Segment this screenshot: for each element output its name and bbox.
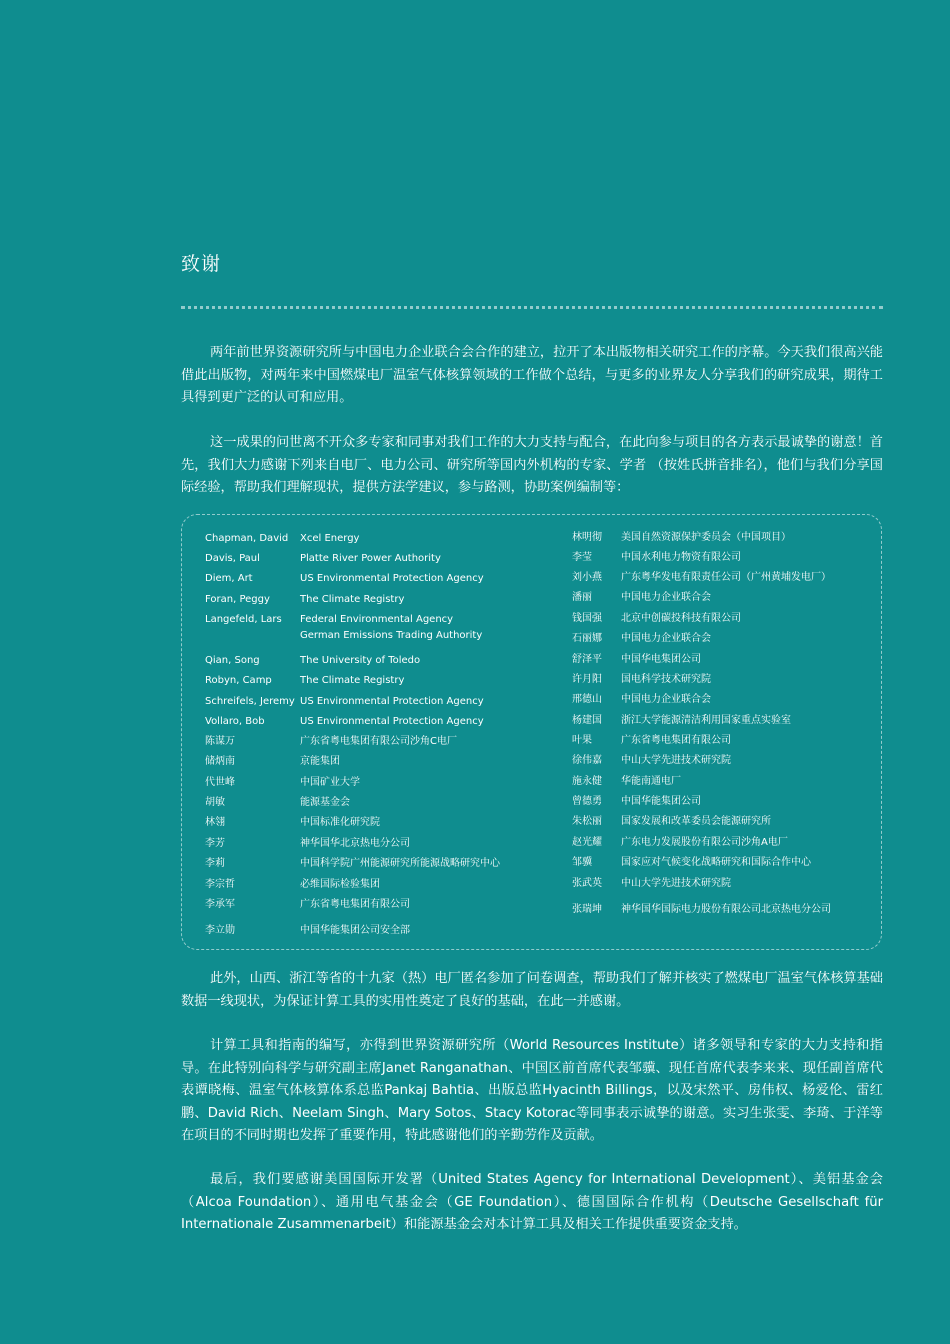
page-title: 致谢 [181, 253, 222, 275]
contributor-org: 浙江大学能源清洁利用国家重点实验室 [621, 715, 791, 726]
contributor-name: 李立勋 [205, 925, 235, 936]
contributor-org: 神华国华国际电力股份有限公司北京热电分公司 [621, 904, 831, 915]
contributor-org: 华能南通电厂 [621, 776, 681, 787]
contributor-name: Foran, Peggy [205, 594, 270, 605]
contributor-name: 李莹 [572, 552, 592, 563]
contributor-name: 张瑞坤 [572, 904, 602, 915]
contributor-name: 邢德山 [572, 694, 602, 705]
contributor-org: Federal Environmental Agency [300, 614, 454, 625]
contributor-name: 陈谋万 [205, 736, 235, 747]
contributor-org: Xcel Energy [300, 533, 360, 544]
contributor-org: 广东省粤电集团有限公司沙角C电厂 [300, 736, 457, 747]
contributor-name: 李芳 [205, 838, 225, 849]
contributor-name: 赵光耀 [572, 837, 602, 848]
paragraph-funders: 最后，我们要感谢美国国际开发署（United States Agency for International Development）、美铝基金会（Alcoa Foundation）、通用电气基金会（GE Foundation）、德国国际合作机构（Deutsche Gesellschaft für Internationale Zusammenarbeit）和能源基金会对本计算工具及相关工作提供重要资金支持。 [181, 1172, 883, 1232]
contributor-org: The Climate Registry [300, 675, 405, 686]
contributor-org: 京能集团 [300, 756, 340, 767]
paragraph-power-plants: 此外，山西、浙江等省的十九家（热）电厂匿名参加了问卷调查，帮助我们了解并核实了燃煤电厂温室气体核算基础数据一线现状，为保证计算工具的实用性奠定了良好的基础，在此一并感谢。 [181, 971, 883, 1009]
contributor-org: US Environmental Protection Agency [300, 696, 484, 707]
contributor-org: 国家发展和改革委员会能源研究所 [621, 816, 771, 827]
contributor-org: 中国电力企业联合会 [621, 694, 711, 705]
contributor-org: 能源基金会 [300, 797, 350, 808]
contributor-name: 李宗哲 [205, 879, 235, 890]
contributor-org: 必维国际检验集团 [300, 879, 380, 890]
dotted-divider [181, 306, 883, 309]
contributor-org: 广东省粤电集团有限公司 [300, 899, 410, 910]
contributor-name: 林明彻 [572, 532, 602, 543]
contributor-name: 朱松丽 [572, 816, 602, 827]
contributor-name: Vollaro, Bob [205, 716, 265, 727]
paragraph-wri-staff: 计算工具和指南的编写，亦得到世界资源研究所（World Resources Institute）诸多领导和专家的大力支持和指导。在此特别向科学与研究副主席Janet Ranganathan、中国区前首席代表邹骥、现任首席代表李来来、现任副首席代表谭晓梅、温室气体核算体系总监Pankaj Bahtia、出版总监Hyacinth Billings，以及宋然平、房伟权、杨爱伦、雷红鹏、David Rich、Neelam Singh、Mary Sotos、Stacy Kotorac等同事表示诚挚的谢意。实习生张雯、李琦、于洋等在项目的不同时期也发挥了重要作用，特此感谢他们的辛勤劳作及贡献。 [181, 1038, 883, 1143]
contributor-name: Davis, Paul [205, 553, 260, 564]
contributor-org: 中国标准化研究院 [300, 817, 380, 828]
contributor-org: 中国华能集团公司安全部 [300, 925, 410, 936]
contributor-name: 李莉 [205, 858, 225, 869]
contributor-org: 国家应对气候变化战略研究和国际合作中心 [621, 857, 811, 868]
contributor-name: 代世峰 [205, 777, 235, 788]
contributor-name: Schreifels, Jeremy [205, 696, 295, 707]
contributor-org: 中国科学院广州能源研究所能源战略研究中心 [300, 858, 500, 869]
contributor-name: 林翎 [205, 817, 225, 828]
contributor-org: The Climate Registry [300, 594, 405, 605]
contributor-org: 中山大学先进技术研究院 [621, 878, 731, 889]
contributor-name: 钱国强 [572, 613, 602, 624]
contributor-org: 中国电力企业联合会 [621, 633, 711, 644]
contributor-name: Qian, Song [205, 655, 260, 666]
contributor-name: 石丽娜 [572, 633, 602, 644]
contributor-name: 储炳南 [205, 756, 235, 767]
paragraph-thanks-experts: 这一成果的问世离不开众多专家和同事对我们工作的大力支持与配合，在此向参与项目的各方表示最诚挚的谢意！首先，我们大力感谢下列来自电厂、电力公司、研究所等国内外机构的专家、学者 （按姓氏拼音排名），他们与我们分享国际经验，帮助我们理解现状，提供方法学建议，参与路测，协助案例编制等： [181, 435, 883, 495]
contributor-org-secondary: German Emissions Trading Authority [300, 630, 483, 641]
contributor-org: 中国水利电力物资有限公司 [621, 552, 741, 563]
contributor-name: 许月阳 [572, 674, 602, 685]
contributor-org: Platte River Power Authority [300, 553, 441, 564]
contributor-name: Chapman, David [205, 533, 289, 544]
contributor-name: 叶果 [572, 735, 592, 746]
contributor-org: 神华国华北京热电分公司 [300, 838, 410, 849]
contributor-org: 北京中创碳投科技有限公司 [621, 613, 741, 624]
contributor-org: 中国电力企业联合会 [621, 592, 711, 603]
contributor-org: US Environmental Protection Agency [300, 573, 484, 584]
contributor-org: The University of Toledo [300, 655, 421, 666]
contributor-org: 中山大学先进技术研究院 [621, 755, 731, 766]
contributor-org: 国电科学技术研究院 [621, 674, 711, 685]
contributor-name: Langefeld, Lars [205, 614, 282, 625]
contributor-name: 舒泽平 [572, 654, 602, 665]
contributor-name: 邹骥 [572, 857, 592, 868]
contributor-name: Diem, Art [205, 573, 253, 584]
contributor-name: 杨建国 [572, 715, 602, 726]
contributor-org: 广东省粤电集团有限公司 [621, 735, 731, 746]
contributor-org: 中国矿业大学 [300, 777, 360, 788]
contributor-org: 中国华电集团公司 [621, 654, 701, 665]
contributor-org: 广东粤华发电有限责任公司（广州黄埔发电厂） [621, 572, 831, 583]
contributor-name: 潘丽 [572, 592, 592, 603]
contributor-name: 曾德勇 [572, 796, 602, 807]
contributor-name: 张武英 [572, 878, 602, 889]
paragraph-intro: 两年前世界资源研究所与中国电力企业联合会合作的建立，拉开了本出版物相关研究工作的序幕。今天我们很高兴能借此出版物，对两年来中国燃煤电厂温室气体核算领域的工作做个总结，与更多的业界友人分享我们的研究成果，期待工具得到更广泛的认可和应用。 [181, 345, 883, 405]
contributor-name: 施永健 [572, 776, 602, 787]
contributor-name: 胡敏 [205, 797, 225, 808]
contributor-name: 徐伟嘉 [572, 755, 602, 766]
contributor-name: Robyn, Camp [205, 675, 272, 686]
contributor-org: 美国自然资源保护委员会（中国项目） [621, 532, 791, 543]
contributor-org: US Environmental Protection Agency [300, 716, 484, 727]
contributor-org: 中国华能集团公司 [621, 796, 701, 807]
contributor-org: 广东电力发展股份有限公司沙角A电厂 [621, 837, 788, 848]
contributor-name: 李承军 [205, 899, 235, 910]
contributor-name: 刘小燕 [572, 572, 602, 583]
